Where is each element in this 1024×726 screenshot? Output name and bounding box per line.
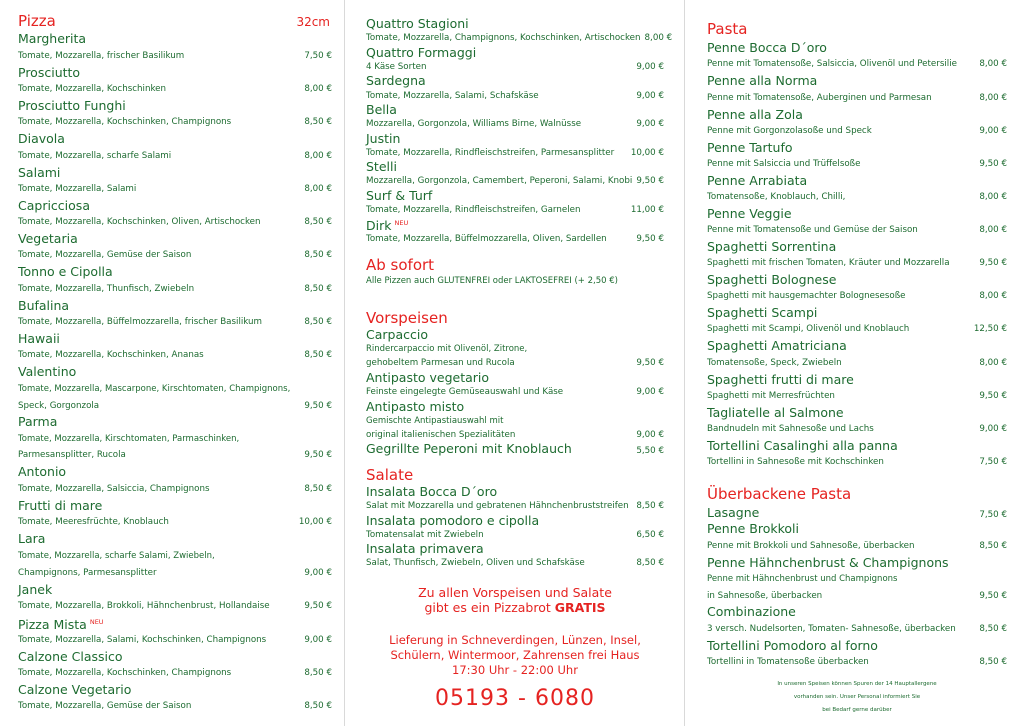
menu-item-desc: Salat mit Mozzarella und gebratenen Hähnchenbruststreifen 8,50 € — [366, 501, 664, 511]
fold-line-left — [344, 0, 345, 726]
menu-item-desc: Tomate, Mozzarella, Salami 8,00 € — [18, 184, 332, 194]
menu-item-desc: Feinste eingelegte Gemüseauswahl und Käse 9,00 € — [366, 387, 664, 397]
menu-item-desc: Spaghetti mit Scampi, Olivenöl und Knoblauch 12,50 € — [707, 324, 1007, 334]
menu-item-name: Penne Brokkoli — [707, 521, 800, 536]
menu-item-name: Penne Veggie — [707, 206, 792, 221]
menu-item-desc: Tortellini in Tomatensoße überbacken 8,50 € — [707, 657, 1007, 667]
menu-item-name: Penne Bocca D´oro — [707, 40, 827, 55]
menu-item-desc: Tomate, Mozzarella, Kirschtomaten, Parmaschinken, — [18, 434, 240, 444]
menu-item-name: Combinazione — [707, 604, 796, 619]
menu-item-price: 7,50 € — [979, 457, 1007, 467]
menu-item-name: Insalata primavera — [366, 541, 484, 556]
delivery-hours: 17:30 Uhr - 22:00 Uhr — [452, 663, 578, 677]
menu-item-price: 9,00 € — [979, 126, 1007, 136]
column-middle — [366, 0, 673, 726]
menu-item-price: 8,00 € — [979, 192, 1007, 202]
menu-item-name: Spaghetti frutti di mare — [707, 372, 854, 387]
menu-item-desc: Penne mit Salsiccia und Trüffelsoße 9,50 € — [707, 159, 1007, 169]
menu-item-name: Calzone Vegetario — [18, 682, 132, 697]
menu-item-desc: Tomate, Mozzarella, Büffelmozzarella, frischer Basilikum 8,50 € — [18, 317, 332, 327]
menu-item-price: 8,50 € — [636, 501, 664, 511]
menu-item-desc: Tomate, Mozzarella, Kochschinken, Oliven, Artischocken 8,50 € — [18, 217, 332, 227]
menu-item-desc: 3 versch. Nudelsorten, Tomaten- Sahnesoße, überbacken 8,50 € — [707, 624, 1007, 634]
section-title-ab-sofort: Ab sofort — [366, 256, 435, 274]
menu-item-desc: Tomate, Mozzarella, Gemüse der Saison 8,50 € — [18, 250, 332, 260]
menu-item-price: 7,50 € — [979, 510, 1007, 520]
menu-item-desc: Tomate, Mozzarella, Büffelmozzarella, Oliven, Sardellen 9,50 € — [366, 234, 664, 244]
menu-item-name: Tortellini Casalinghi alla panna — [707, 438, 898, 453]
menu-item-desc: Tomate, Mozzarella, Salami, Schafskäse 9,00 € — [366, 91, 664, 101]
menu-item-price: 8,50 € — [304, 484, 332, 494]
menu-item-desc: Tomate, Mozzarella, Rindfleischstreifen, Garnelen 11,00 € — [366, 205, 664, 215]
menu-item-name: Penne alla Zola — [707, 107, 803, 122]
gluten-free-note: Alle Pizzen auch GLUTENFREI oder LAKTOSEFREI (+ 2,50 €) — [366, 276, 618, 286]
menu-item-desc: 4 Käse Sorten 9,00 € — [366, 62, 664, 72]
menu-item-price: 8,50 € — [304, 317, 332, 327]
menu-item-name: Margherita — [18, 31, 87, 46]
menu-item-name: Calzone Classico — [18, 649, 123, 664]
pizza-size-label: 32cm — [296, 15, 330, 29]
section-title-salate: Salate — [366, 466, 414, 484]
menu-item-desc: Tomate, Mozzarella, Gemüse der Saison 8,50 € — [18, 701, 332, 711]
menu-item-price: 9,00 € — [636, 62, 664, 72]
menu-item-name: Carpaccio — [366, 327, 428, 342]
menu-item-price: 10,00 € — [630, 148, 664, 158]
menu-item-price: 8,50 € — [304, 250, 332, 260]
menu-item-price: 8,50 € — [979, 624, 1007, 634]
menu-item-price: 8,00 € — [979, 59, 1007, 69]
menu-item-name: Frutti di mare — [18, 498, 103, 513]
menu-item-desc: Spaghetti mit hausgemachter Bolognesesoße 8,00 € — [707, 291, 1007, 301]
menu-item-name: Prosciutto — [18, 65, 81, 80]
menu-item-price: 8,00 € — [304, 151, 332, 161]
menu-item-name: Insalata pomodoro e cipolla — [366, 513, 540, 528]
menu-item-desc: original italienischen Spezialitäten 9,00 € — [366, 430, 664, 440]
menu-item-price: 9,50 € — [304, 601, 332, 611]
menu-item-price: 5,50 € — [636, 446, 664, 456]
menu-item-price: 8,50 € — [304, 668, 332, 678]
gratis-highlight: GRATIS — [554, 600, 606, 615]
menu-item-desc: Mozzarella, Gorgonzola, Williams Birne, Walnüsse 9,00 € — [366, 119, 664, 129]
menu-item-name: Penne Tartufo — [707, 140, 793, 155]
menu-item-name: Gegrillte Peperoni mit Knoblauch 5,50 € — [366, 441, 664, 459]
menu-item-price: 8,50 € — [304, 117, 332, 127]
menu-item-price: 8,50 € — [636, 558, 664, 568]
menu-item-name: Capricciosa — [18, 198, 90, 213]
menu-item-desc: Penne mit Tomatensoße und Gemüse der Saison 8,00 € — [707, 225, 1007, 235]
delivery-line-1: Lieferung in Schneverdingen, Lünzen, Insel, — [389, 633, 641, 647]
menu-item-price: 10,00 € — [298, 517, 332, 527]
menu-item-desc: Tomatensoße, Speck, Zwiebeln 8,00 € — [707, 358, 1007, 368]
menu-item-name: Vegetaria — [18, 231, 78, 246]
menu-item-desc: Tomate, Meeresfrüchte, Knoblauch 10,00 € — [18, 517, 332, 527]
delivery-info — [366, 633, 664, 678]
menu-item-desc: Mozzarella, Gorgonzola, Camembert, Peperoni, Salami, Knobi 9,50 € — [366, 176, 664, 186]
menu-item-name: Penne alla Norma — [707, 73, 818, 88]
menu-item-desc: Spaghetti mit Merresfrüchten 9,50 € — [707, 391, 1007, 401]
phone-number[interactable]: 05193 - 6080 — [435, 686, 595, 711]
menu-item-desc: Parmesansplitter, Rucola 9,50 € — [18, 450, 332, 460]
menu-item-price: 8,00 € — [979, 93, 1007, 103]
menu-item-price: 8,00 € — [304, 84, 332, 94]
menu-item-desc: Penne mit Brokkoli und Sahnesoße, überbacken 8,50 € — [707, 541, 1007, 551]
menu-item-name: Justin — [366, 131, 401, 146]
menu-item-price: 8,50 € — [979, 657, 1007, 667]
menu-item-price: 9,00 € — [636, 430, 664, 440]
menu-item-desc: Tomatensoße, Knoblauch, Chilli, 8,00 € — [707, 192, 1007, 202]
menu-item-price: 9,00 € — [636, 91, 664, 101]
section-title-pizza: Pizza — [18, 12, 56, 30]
menu-item-name: Sardegna — [366, 73, 426, 88]
menu-item-desc: in Sahnesoße, überbacken 9,50 € — [707, 591, 1007, 601]
menu-item-name: Quattro Formaggi — [366, 45, 477, 60]
section-title-vorspeisen: Vorspeisen — [366, 309, 448, 327]
menu-item-name: Pizza Mista $^{NEU}$ — [18, 617, 104, 633]
menu-item-name: Lasagne 7,50 € — [707, 505, 1007, 523]
menu-item-price: 11,00 € — [630, 205, 664, 215]
menu-item-desc: Tomate, Mozzarella, Rindfleischstreifen, Parmesansplitter 10,00 € — [366, 148, 664, 158]
pizzabrot-notice — [366, 585, 664, 615]
menu-item-desc: Tomate, Mozzarella, Mascarpone, Kirschtomaten, Champignons, — [18, 384, 291, 394]
menu-item-desc: Tortellini in Sahnesoße mit Kochschinken 7,50 € — [707, 457, 1007, 467]
menu-item-name: Prosciutto Funghi — [18, 98, 126, 113]
menu-item-price: 9,50 € — [979, 391, 1007, 401]
menu-item-price: 9,00 € — [636, 119, 664, 129]
menu-item-name: Bella — [366, 102, 397, 117]
menu-item-name: Antipasto misto — [366, 399, 465, 414]
menu-item-price: 8,00 € — [979, 291, 1007, 301]
menu-item-price: 6,50 € — [636, 530, 664, 540]
menu-item-desc: Tomatensalat mit Zwiebeln 6,50 € — [366, 530, 664, 540]
menu-item-desc: Salat, Thunfisch, Zwiebeln, Oliven und Schafskäse 8,50 € — [366, 558, 664, 568]
menu-item-name: Antonio — [18, 464, 67, 479]
menu-item-price: 9,50 € — [979, 159, 1007, 169]
menu-item-name: Spaghetti Sorrentina — [707, 239, 837, 254]
section-title-ueberbackene-pasta: Überbackene Pasta — [707, 485, 852, 503]
menu-item-desc: Tomate, Mozzarella, Kochschinken, Champignons 8,50 € — [18, 668, 332, 678]
menu-item-name: Antipasto vegetario — [366, 370, 490, 385]
menu-item-price: 9,50 € — [979, 258, 1007, 268]
menu-item-name: Penne Hähnchenbrust & Champignons — [707, 555, 949, 570]
menu-item-desc: Penne mit Tomatensoße, Salsiccia, Olivenöl und Petersilie 8,00 € — [707, 59, 1007, 69]
menu-item-price: 8,00 € — [304, 184, 332, 194]
menu-item-price: 9,50 € — [636, 234, 664, 244]
menu-item-name: Lara — [18, 531, 46, 546]
menu-item-desc: Rindercarpaccio mit Olivenöl, Zitrone, — [366, 344, 528, 354]
menu-item-price: 9,50 € — [304, 401, 332, 411]
menu-item-name: Spaghetti Scampi — [707, 305, 818, 320]
menu-item-desc: Spaghetti mit frischen Tomaten, Kräuter und Mozzarella 9,50 € — [707, 258, 1007, 268]
menu-item-name: Tonno e Cipolla — [18, 264, 113, 279]
menu-item-desc: Champignons, Parmesansplitter 9,00 € — [18, 568, 332, 578]
menu-item-desc: Tomate, Mozzarella, Salami, Kochschinken, Champignons 9,00 € — [18, 635, 332, 645]
menu-item-price: 9,50 € — [304, 450, 332, 460]
allergen-notice — [707, 678, 1007, 717]
menu-item-price: 9,00 € — [304, 635, 332, 645]
menu-item-desc: Penne mit Gorgonzolasoße und Speck 9,00 € — [707, 126, 1007, 136]
menu-item-desc: Tomate, Mozzarella, Kochschinken, Ananas 8,50 € — [18, 350, 332, 360]
pizzabrot-line-1: Zu allen Vorspeisen und Salate — [418, 585, 612, 600]
menu-item-desc: Speck, Gorgonzola 9,50 € — [18, 401, 332, 411]
menu-item-price: 8,50 € — [304, 217, 332, 227]
menu-item-desc: Tomate, Mozzarella, Thunfisch, Zwiebeln 8,50 € — [18, 284, 332, 294]
menu-item-desc: Penne mit Tomatensoße, Auberginen und Parmesan 8,00 € — [707, 93, 1007, 103]
menu-item-price: 9,50 € — [636, 176, 664, 186]
delivery-line-2: Schülern, Wintermoor, Zahrensen frei Haus — [390, 648, 640, 662]
menu-item-price: 8,50 € — [304, 284, 332, 294]
menu-item-name: Salami — [18, 165, 61, 180]
allergen-line-2: vorhanden sein. Unser Personal informiert Sie — [793, 694, 921, 700]
section-title-pasta: Pasta — [707, 20, 748, 38]
menu-item-name: Bufalina — [18, 298, 70, 313]
menu-item-name: Insalata Bocca D´oro — [366, 484, 498, 499]
menu-item-price: 9,50 € — [636, 358, 664, 368]
allergen-line-1: In unseren Speisen können Spuren der 14 Hauptallergene — [777, 681, 937, 687]
allergen-line-3: bei Bedarf gerne darüber — [822, 707, 892, 713]
menu-item-price: 9,00 € — [979, 424, 1007, 434]
menu-item-desc: Tomate, Mozzarella, Brokkoli, Hähnchenbrust, Hollandaise 9,50 € — [18, 601, 332, 611]
column-pizza — [18, 0, 332, 726]
menu-item-name: Parma — [18, 414, 58, 429]
menu-item-name: Spaghetti Amatriciana — [707, 338, 847, 353]
menu-item-name: Diavola — [18, 131, 65, 146]
menu-item-desc: Tomate, Mozzarella, scharfe Salami, Zwiebeln, — [18, 551, 215, 561]
menu-item-name: Surf & Turf — [366, 188, 433, 203]
menu-item-desc: Tomate, Mozzarella, Kochschinken, Champignons 8,50 € — [18, 117, 332, 127]
menu-item-price: 12,50 € — [973, 324, 1007, 334]
menu-item-name: Tagliatelle al Salmone — [707, 405, 844, 420]
menu-item-name: Penne Arrabiata — [707, 173, 808, 188]
menu-item-name: Quattro Stagioni — [366, 16, 469, 31]
menu-item-price: 7,50 € — [304, 51, 332, 61]
new-badge: NEU — [394, 219, 409, 227]
menu-item-price: 8,00 € — [644, 33, 673, 43]
menu-item-desc: Bandnudeln mit Sahnesoße und Lachs 9,00 € — [707, 424, 1007, 434]
menu-item-name: Stelli — [366, 159, 397, 174]
menu-item-name: Valentino — [18, 364, 77, 379]
menu-item-price: 9,50 € — [979, 591, 1007, 601]
menu-item-price: 8,50 € — [979, 541, 1007, 551]
menu-item-desc: Tomate, Mozzarella, Champignons, Kochschinken, Artischocken 8,00 € — [366, 33, 673, 43]
menu-item-desc: Tomate, Mozzarella, frischer Basilikum 7,50 € — [18, 51, 332, 61]
fold-line-right — [684, 0, 685, 726]
menu-item-price: 8,00 € — [979, 358, 1007, 368]
menu-item-desc: Penne mit Hähnchenbrust und Champignons — [707, 574, 898, 584]
menu-item-name: Dirk $^{NEU}$ — [366, 218, 409, 234]
menu-item-price: 8,00 € — [979, 225, 1007, 235]
menu-item-price: 9,00 € — [636, 387, 664, 397]
menu-item-desc: gehobeltem Parmesan und Rucola 9,50 € — [366, 358, 664, 368]
menu-item-price: 8,50 € — [304, 350, 332, 360]
menu-item-price: 8,50 € — [304, 701, 332, 711]
menu-item-desc: Tomate, Mozzarella, Salsiccia, Champignons 8,50 € — [18, 484, 332, 494]
column-pasta — [707, 0, 1007, 726]
menu-item-desc: Gemischte Antipastiauswahl mit — [366, 416, 504, 426]
menu-item-name: Hawaii — [18, 331, 60, 346]
menu-item-name: Janek — [18, 582, 53, 597]
menu-item-price: 9,00 € — [304, 568, 332, 578]
menu-item-name: Tortellini Pomodoro al forno — [707, 638, 878, 653]
new-badge: NEU — [89, 618, 104, 626]
menu-item-name: Spaghetti Bolognese — [707, 272, 837, 287]
pizzabrot-line-2: gibt es ein Pizzabrot GRATIS — [424, 600, 606, 615]
menu-item-desc: Tomate, Mozzarella, Kochschinken 8,00 € — [18, 84, 332, 94]
menu-item-desc: Tomate, Mozzarella, scharfe Salami 8,00 € — [18, 151, 332, 161]
